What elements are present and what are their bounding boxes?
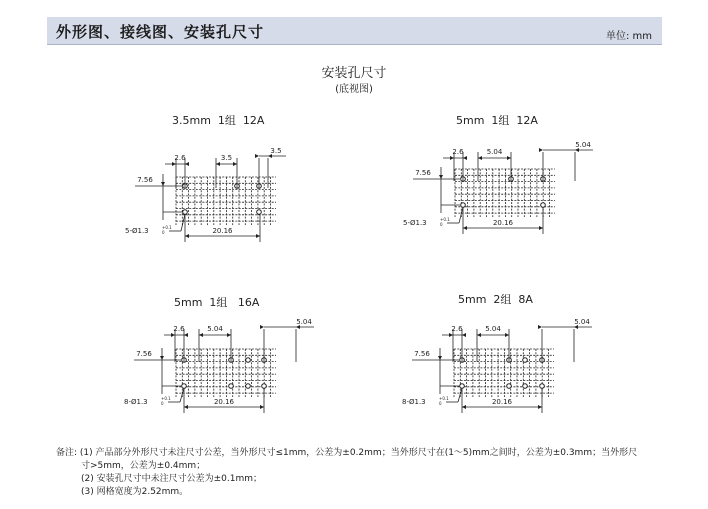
dimension-label: 7.56: [137, 176, 153, 184]
arrow-head: [507, 156, 511, 160]
tolerance-label: +0.1: [440, 217, 450, 222]
arrow-head: [260, 405, 264, 409]
arrow-head: [227, 333, 231, 337]
mounting-hole: [523, 384, 528, 389]
dimension-label: 5.04: [485, 325, 501, 333]
arrow-head: [505, 333, 509, 337]
arrow-head: [463, 226, 467, 230]
arrow-head: [539, 148, 543, 152]
dimension-label: 2.6: [174, 154, 186, 162]
arrow-head: [260, 325, 264, 329]
unit-label: 单位: mm: [605, 31, 652, 42]
note-line: 备注: (1) 产品部分外形尺寸未注尺寸公差，当外形尺寸≤1mm，公差为±0.2mm；当外形尺寸在(1～5)mm之间时，公差为±0.3mm；当外形尺: [56, 448, 638, 458]
leader-line: [181, 214, 185, 231]
diagram-caption: 5mm 1组 16A: [174, 296, 260, 309]
dimension-label: 2.6: [451, 325, 463, 333]
arrow-head: [438, 356, 442, 360]
arrow-head: [463, 156, 467, 160]
dimension-label: 5.04: [574, 318, 590, 326]
mounting-hole: [540, 384, 545, 389]
mounting-diagram-1: [125, 147, 286, 242]
mounting-hole: [262, 384, 267, 389]
hole-spec-label: 5-Ø1.3: [125, 227, 149, 235]
hole-spec-label: 8-Ø1.3: [402, 398, 426, 406]
arrow-head: [538, 325, 542, 329]
arrow-head: [199, 333, 203, 337]
dimension-label: 5.04: [486, 148, 503, 156]
dimension-label: 20.16: [491, 398, 513, 406]
tolerance-label: +0.1: [161, 396, 171, 401]
dimension-label: 20.16: [213, 398, 235, 406]
arrow-head: [477, 333, 481, 337]
tolerance-label: 0: [161, 401, 164, 406]
dimension-label: 5.04: [207, 325, 223, 333]
arrow-head: [172, 162, 176, 166]
arrow-head: [233, 162, 237, 166]
tolerance-label: 0: [440, 222, 443, 227]
hole-spec-label: 8-Ø1.3: [124, 398, 148, 406]
mounting-hole: [246, 384, 251, 389]
mounting-hole: [183, 210, 188, 215]
tolerance-label: 0: [162, 230, 165, 235]
arrow-head: [450, 156, 454, 160]
dimension-label: 2.6: [173, 325, 185, 333]
dimension-label: 7.56: [414, 350, 430, 358]
mounting-hole: [541, 203, 546, 208]
header-title: 外形图、接线图、安装孔尺寸: [56, 23, 265, 41]
arrow-head: [184, 405, 188, 409]
note-line: 寸>5mm，公差为±0.4mm；: [81, 461, 206, 471]
note-line: (2) 安装孔尺寸中未注尺寸公差为±0.1mm；: [81, 474, 262, 484]
mounting-diagram-4: [402, 318, 592, 413]
arrow-head: [439, 175, 443, 179]
mounting-hole: [461, 203, 466, 208]
mounting-hole: [507, 384, 512, 389]
dimension-label: 7.56: [415, 169, 431, 177]
mounting-diagram-3: [124, 318, 314, 413]
diagram-section-title: 安装孔尺寸: [321, 66, 387, 81]
diagram-section-subtitle: (底视图): [335, 84, 373, 95]
mounting-hole: [523, 358, 528, 363]
hole-spec-label: 5-Ø1.3: [403, 219, 427, 227]
mounting-hole: [246, 358, 251, 363]
arrow-head: [255, 154, 259, 158]
dimension-label: 3.5: [220, 154, 233, 162]
dimension-label: 5.04: [296, 318, 312, 326]
mounting-hole: [229, 384, 234, 389]
mounting-hole: [257, 210, 262, 215]
tolerance-label: 0: [439, 401, 442, 406]
dimension-label: 2.6: [452, 148, 464, 156]
arrow-head: [216, 162, 220, 166]
arrow-head: [184, 333, 188, 337]
note-line: (3) 网格宽度为2.52mm。: [81, 487, 189, 497]
mounting-hole: [182, 384, 187, 389]
dimension-label: 3.5: [270, 147, 282, 155]
dimension-label: 7.56: [136, 350, 152, 358]
mounting-hole: [460, 384, 465, 389]
arrow-head: [160, 356, 164, 360]
arrow-head: [462, 405, 466, 409]
dimension-label: 20.16: [492, 219, 514, 227]
arrow-head: [539, 226, 543, 230]
diagram-caption: 5mm 2组 8A: [458, 293, 533, 306]
arrow-head: [538, 405, 542, 409]
arrow-head: [185, 162, 189, 166]
arrow-head: [171, 333, 175, 337]
mounting-diagram-2: [403, 141, 593, 234]
arrow-head: [449, 333, 453, 337]
tolerance-label: +0.1: [439, 396, 449, 401]
arrow-head: [462, 333, 466, 337]
arrow-head: [161, 182, 165, 186]
tolerance-label: +0.1: [162, 225, 172, 230]
diagram-caption: 5mm 1组 12A: [456, 114, 538, 127]
dimension-label: 20.16: [212, 227, 233, 235]
arrow-head: [478, 156, 482, 160]
notes: [56, 447, 637, 499]
arrow-head: [185, 234, 189, 238]
arrow-head: [256, 234, 260, 238]
dimension-label: 5.04: [575, 141, 591, 149]
diagram-caption: 3.5mm 1组 12A: [172, 114, 265, 127]
